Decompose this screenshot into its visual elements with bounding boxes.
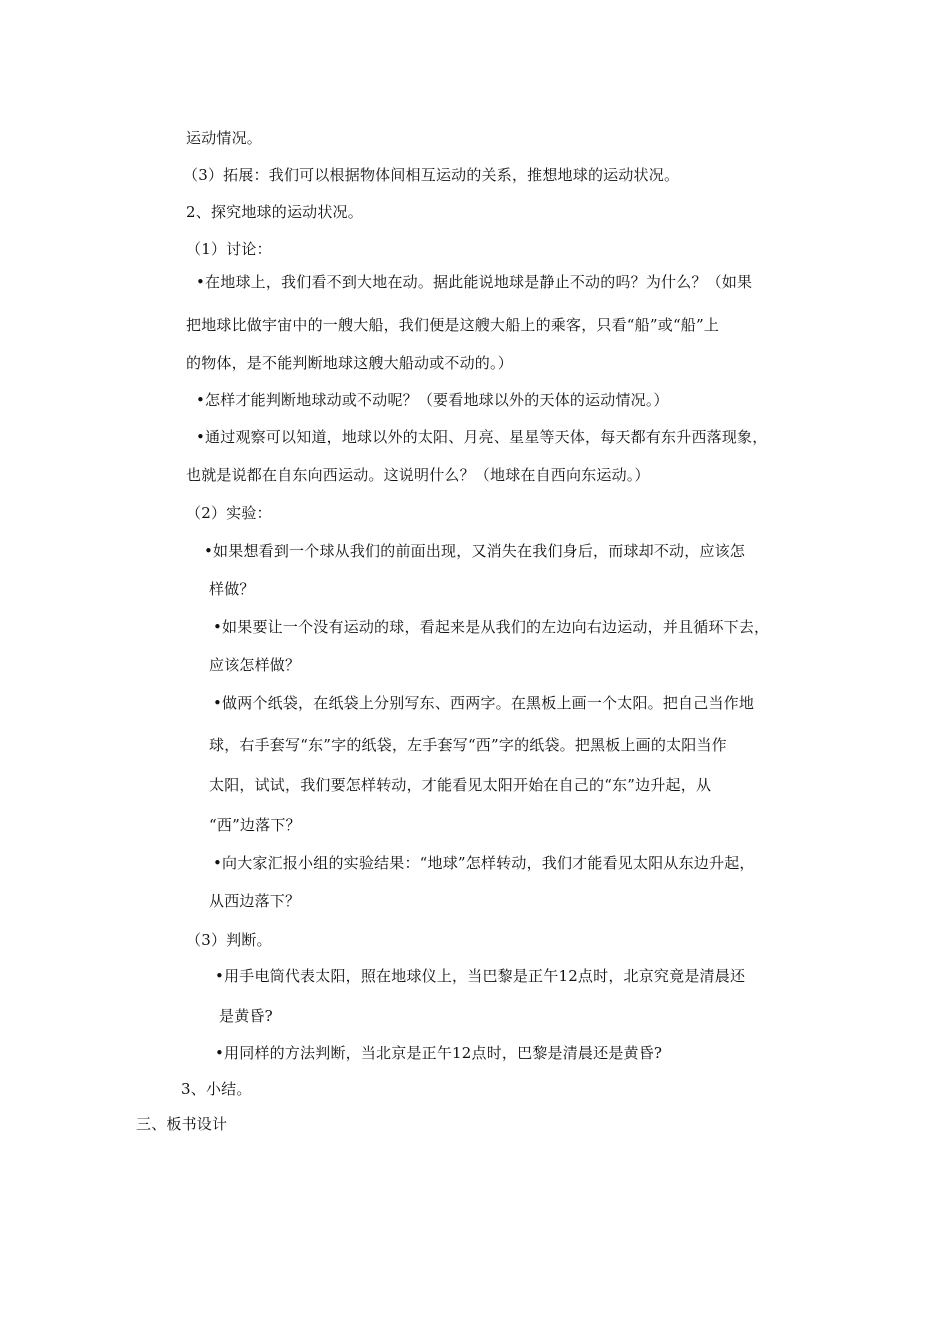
text-line: 把地球比做宇宙中的一艘大船，我们便是这艘大船上的乘客，只看“船”或“船”上 <box>186 316 720 334</box>
text-line: “西”边落下？ <box>209 816 301 834</box>
text-line: 是黄昏? <box>219 1007 273 1025</box>
text-line: 3、小结。 <box>181 1080 252 1098</box>
text-line: 应该怎样做？ <box>209 656 301 674</box>
text-line: 太阳，试试，我们要怎样转动，才能看见太阳开始在自己的“东”边升起，从 <box>209 776 712 794</box>
text-line: 的物体，是不能判断地球这艘大船动或不动的。） <box>186 354 513 372</box>
text-line: 球，右手套写“东”字的纸袋，左手套写“西”字的纸袋。把黑板上画的太阳当作 <box>209 736 727 754</box>
text-line: •用同样的方法判断，当北京是正午12点时，巴黎是清晨还是黄昏? <box>215 1044 663 1062</box>
text-line: 运动情况。 <box>186 129 263 147</box>
text-line: 2、探究地球的运动状况。 <box>186 203 363 221</box>
text-line: •用手电筒代表太阳，照在地球仪上，当巴黎是正午12点时，北京究竟是清晨还 <box>215 967 746 985</box>
text-line: •通过观察可以知道，地球以外的太阳、月亮、星星等天体，每天都有东升西落现象， <box>196 428 768 446</box>
text-line: （1）讨论： <box>186 240 272 258</box>
text-line: 也就是说都在自东向西运动。这说明什么？（地球在自西向东运动。） <box>186 466 650 484</box>
text-line: •做两个纸袋，在纸袋上分别写东、西两字。在黑板上画一个太阳。把自己当作地 <box>213 694 755 712</box>
text-line: •如果想看到一个球从我们的前面出现，又消失在我们身后，而球却不动，应该怎 <box>204 542 746 560</box>
text-line: •怎样才能判断地球动或不动呢？（要看地球以外的天体的运动情况。） <box>196 391 669 409</box>
text-line: 样做？ <box>209 580 255 598</box>
text-line: •如果要让一个没有运动的球，看起来是从我们的左边向右边运动，并且循环下去， <box>213 618 770 636</box>
text-line: •在地球上，我们看不到大地在动。据此能说地球是静止不动的吗？为什么？（如果 <box>196 273 753 291</box>
text-line: （3）判断。 <box>186 931 272 949</box>
text-line: 从西边落下？ <box>209 892 301 910</box>
text-line: 三、板书设计 <box>136 1115 228 1133</box>
text-line: •向大家汇报小组的实验结果：“地球”怎样转动，我们才能看见太阳从东边升起， <box>213 854 755 872</box>
text-line: （3）拓展：我们可以根据物体间相互运动的关系，推想地球的运动状况。 <box>183 166 680 184</box>
text-line: （2）实验： <box>186 504 272 522</box>
